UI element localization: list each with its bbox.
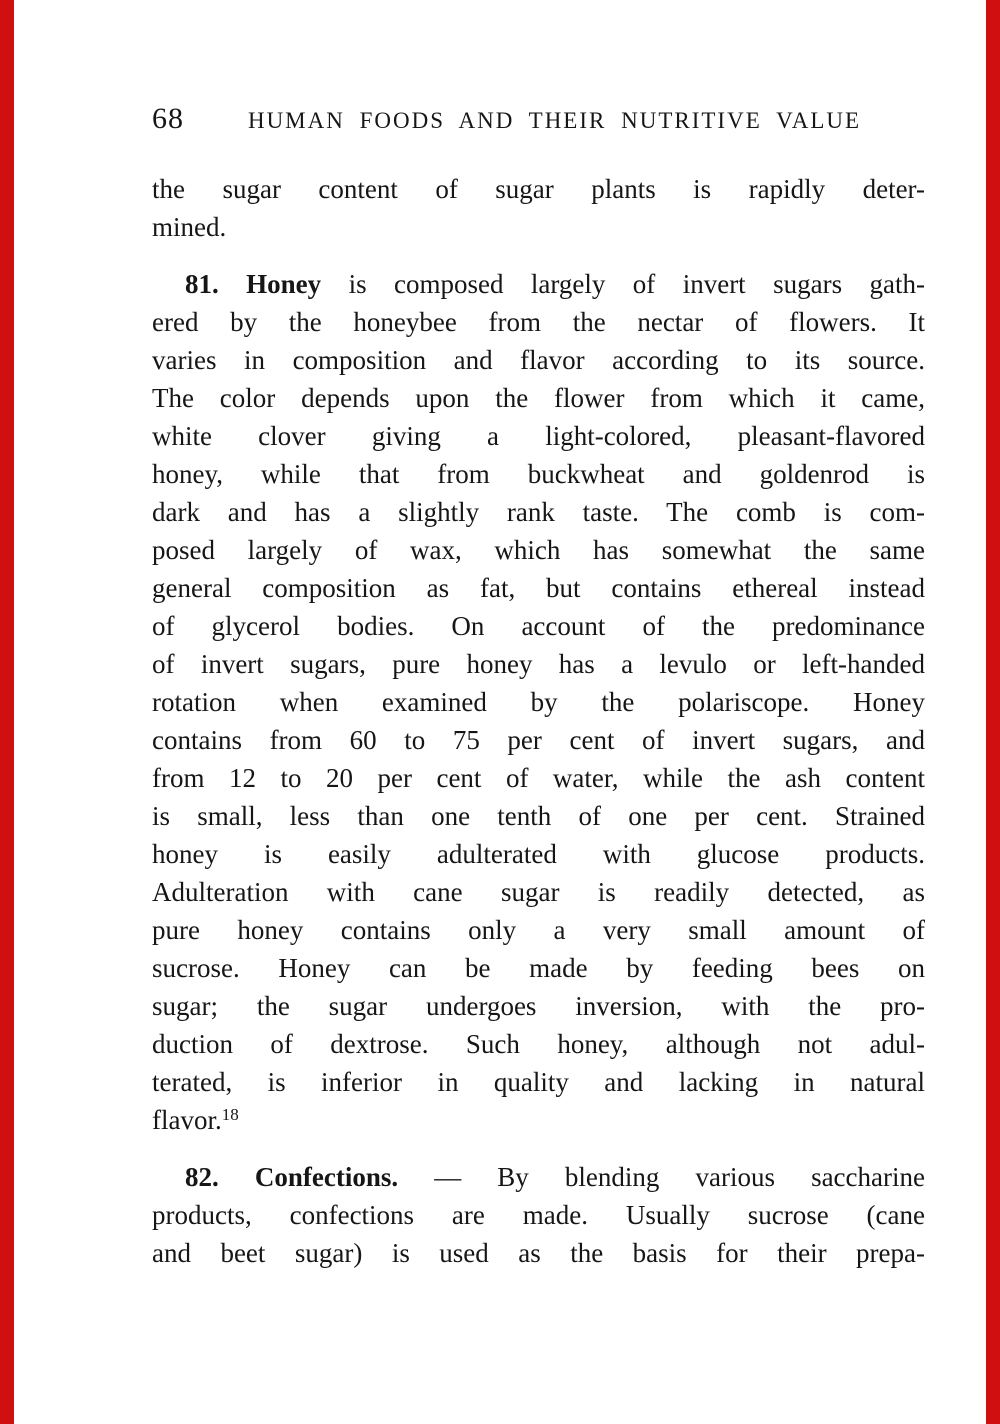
- body-text: dark and has a slightly rank taste. The comb is com-: [152, 497, 925, 527]
- body-text: general composition as fat, but contains ethereal instead: [152, 573, 925, 603]
- body-text: contains from 60 to 75 per cent of invert sugars, and: [152, 725, 925, 755]
- text-line: [152, 873, 925, 911]
- text-column: [152, 170, 925, 1272]
- section-lead-text: 82. Confections.: [185, 1162, 399, 1192]
- text-line: [152, 303, 925, 341]
- paragraph-81-honey: [152, 265, 925, 1139]
- body-text: sugar; the sugar undergoes inversion, with the pro-: [152, 991, 925, 1021]
- text-line: [152, 493, 925, 531]
- body-text: ered by the honeybee from the nectar of flowers. It: [152, 307, 925, 337]
- scan-edge-strip-left: [0, 0, 14, 1424]
- body-text: — By blending various saccharine: [398, 1162, 925, 1192]
- body-text: Adulteration with cane sugar is readily detected, as: [152, 877, 925, 907]
- body-text: the sugar content of sugar plants is rapidly deter-: [152, 174, 925, 204]
- body-text: white clover giving a light-colored, pleasant-flavored: [152, 421, 925, 451]
- text-line: [152, 1234, 925, 1272]
- body-text: is small, less than one tenth of one per cent. Strained: [152, 801, 925, 831]
- body-text: of invert sugars, pure honey has a levulo or left-handed: [152, 649, 925, 679]
- page-header: [152, 102, 925, 136]
- body-text: duction of dextrose. Such honey, although not adul-: [152, 1029, 925, 1059]
- body-text: posed largely of wax, which has somewhat the same: [152, 535, 925, 565]
- body-text: terated, is inferior in quality and lacking in natural: [152, 1067, 925, 1097]
- body-text: and beet sugar) is used as the basis for their prepa-: [152, 1238, 925, 1268]
- text-line: [152, 1025, 925, 1063]
- paragraph-sugar-content-continuation: [152, 170, 925, 246]
- text-line: [152, 721, 925, 759]
- text-line: [152, 1196, 925, 1234]
- body-text: varies in composition and flavor according to its source.: [152, 345, 925, 375]
- body-text: The color depends upon the flower from which it came,: [152, 383, 925, 413]
- body-text: sucrose. Honey can be made by feeding bees on: [152, 953, 925, 983]
- text-line: [152, 208, 925, 246]
- body-text: honey is easily adulterated with glucose products.: [152, 839, 925, 869]
- text-line: [152, 607, 925, 645]
- text-line: [152, 1158, 925, 1196]
- text-line: [152, 1101, 925, 1139]
- body-text: mined.: [152, 212, 227, 242]
- text-line: [152, 531, 925, 569]
- scan-edge-strip-right: [986, 0, 1000, 1424]
- body-text: is composed largely of invert sugars gath-: [321, 269, 925, 299]
- text-line: [152, 683, 925, 721]
- body-text: from 12 to 20 per cent of water, while the ash content: [152, 763, 925, 793]
- body-text: products, confections are made. Usually sucrose (cane: [152, 1200, 925, 1230]
- text-line: [152, 987, 925, 1025]
- body-text: honey, while that from buckwheat and goldenrod is: [152, 459, 925, 489]
- text-line: [152, 835, 925, 873]
- page-number: 68: [152, 102, 184, 135]
- text-line: [152, 645, 925, 683]
- body-text: rotation when examined by the polariscope. Honey: [152, 687, 925, 717]
- text-line: [152, 569, 925, 607]
- text-line: [152, 455, 925, 493]
- text-line: [152, 1063, 925, 1101]
- text-line: [152, 759, 925, 797]
- text-line: [152, 911, 925, 949]
- text-line: [152, 797, 925, 835]
- text-line: [152, 170, 925, 208]
- section-lead-text: 81. Honey: [185, 269, 322, 299]
- text-line: [152, 341, 925, 379]
- text-line: [152, 417, 925, 455]
- body-text: pure honey contains only a very small amount of: [152, 915, 925, 945]
- body-text: of glycerol bodies. On account of the predominance: [152, 611, 925, 641]
- paragraph-82-confections: [152, 1158, 925, 1272]
- text-line: [152, 265, 925, 303]
- text-line: [152, 379, 925, 417]
- running-title: HUMAN FOODS AND THEIR NUTRITIVE VALUE: [247, 108, 862, 133]
- body-text: flavor.: [152, 1105, 222, 1135]
- footnote-reference: 18: [221, 1105, 239, 1124]
- text-line: [152, 949, 925, 987]
